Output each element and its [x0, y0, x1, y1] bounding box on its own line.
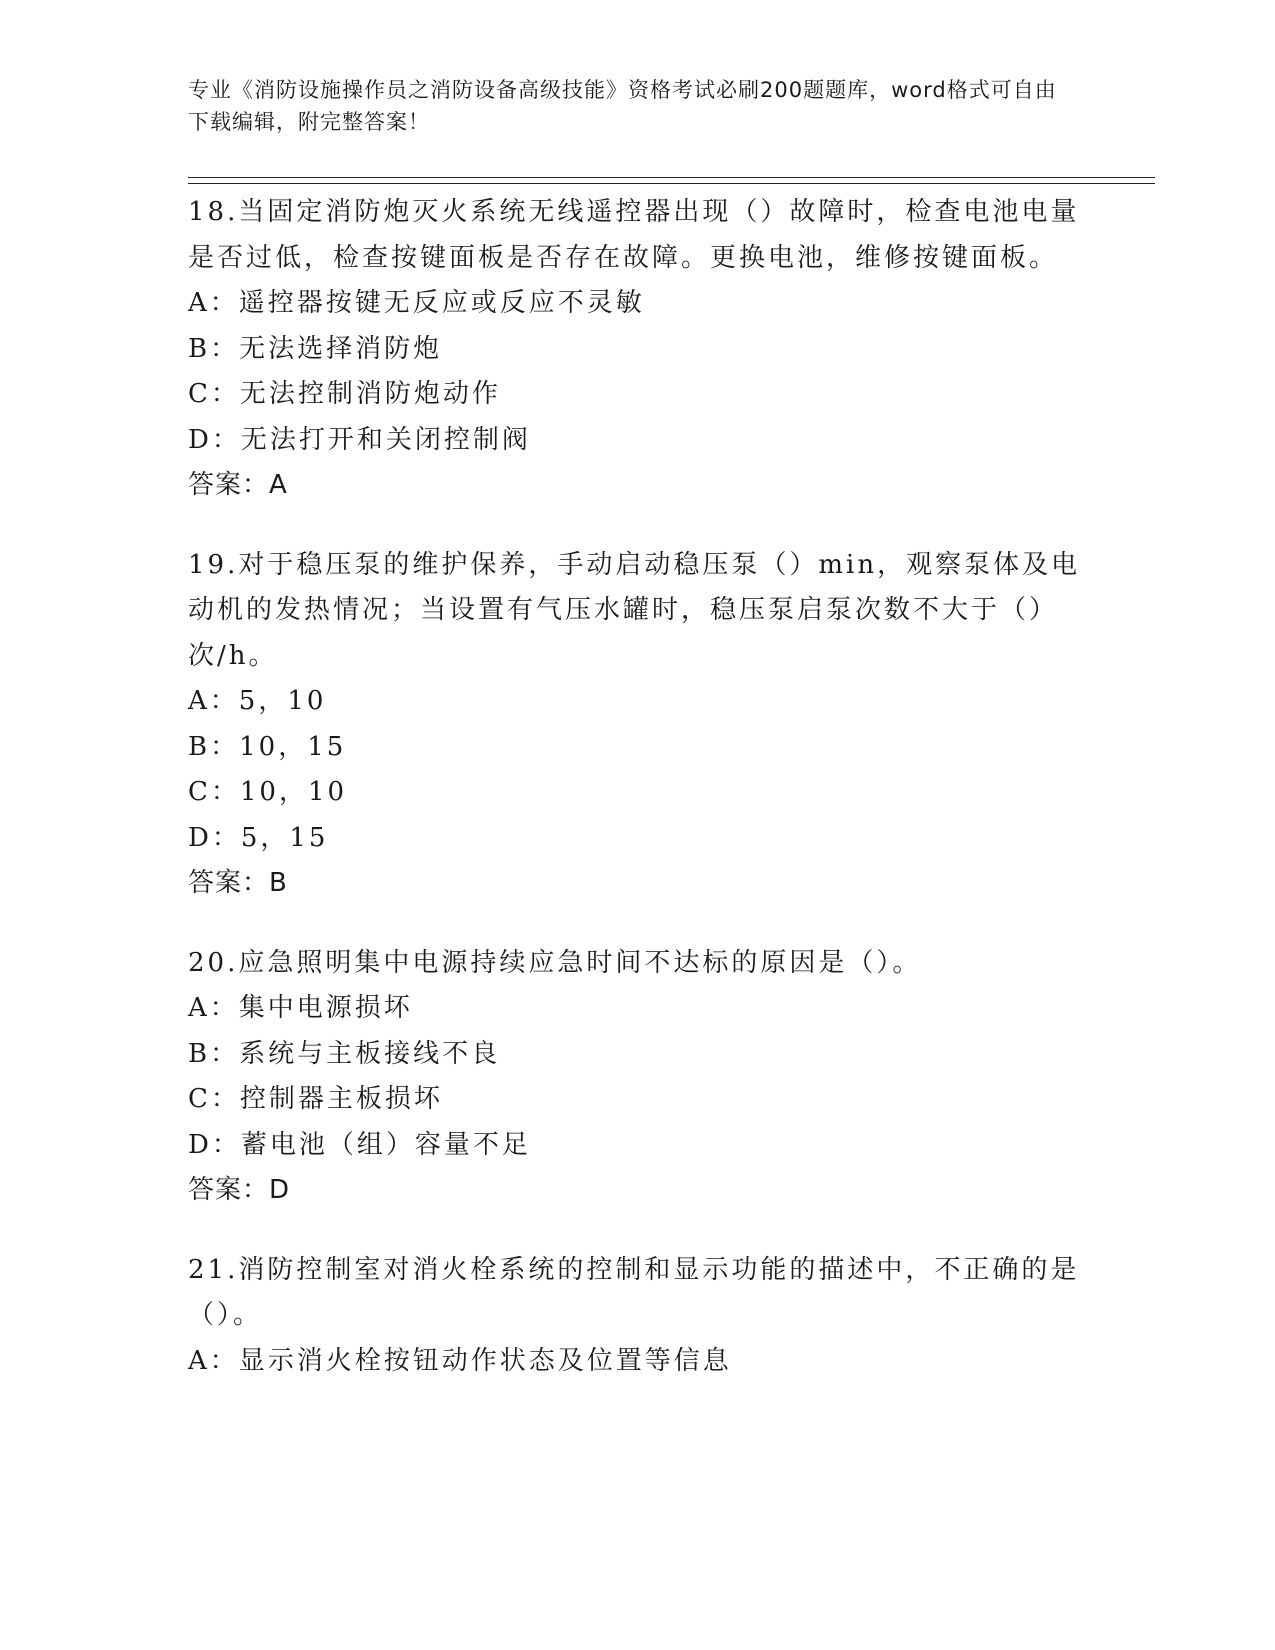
document-header: 专业《消防设施操作员之消防设备高级技能》资格考试必刷200题题库，word格式可自由下载编辑，附完整答案！ — [188, 78, 1057, 134]
option-a: A：显示消火栓按钮动作状态及位置等信息 — [188, 1345, 732, 1376]
question-19 — [188, 543, 1088, 907]
answer-line: 答案：D — [188, 1175, 291, 1205]
option-b: B：无法选择消防炮 — [188, 333, 443, 364]
option-a: A：集中电源损坏 — [188, 993, 413, 1023]
question-stem: 18.当固定消防炮灭火系统无线遥控器出现（）故障时，检查电池电量是否过低，检查按键面板是否存在故障。更换电池，维修按键面板。 — [188, 197, 1080, 273]
header-divider-bottom — [188, 183, 1155, 184]
question-stem: 21.消防控制室对消火栓系统的控制和显示功能的描述中，不正确的是（）。 — [188, 1254, 1080, 1330]
option-d: D：无法打开和关闭控制阀 — [188, 424, 531, 455]
question-21 — [188, 1248, 1088, 1385]
question-stem: 19.对于稳压泵的维护保养，手动启动稳压泵（）min，观察泵体及电动机的发热情况；当设置有气压水罐时，稳压泵启泵次数不大于（）次/h。 — [188, 549, 1081, 671]
option-c: C：无法控制消防炮动作 — [188, 379, 501, 409]
question-18 — [188, 190, 1088, 509]
header-divider-top — [188, 177, 1155, 178]
option-b: B：10，15 — [188, 731, 347, 762]
option-d: D：蓄电池（组）容量不足 — [188, 1129, 531, 1160]
option-d: D：5，15 — [188, 822, 329, 853]
option-c: C：控制器主板损坏 — [188, 1084, 443, 1114]
option-c: C：10，10 — [188, 777, 348, 807]
answer-line: 答案：B — [188, 868, 288, 898]
option-b: B：系统与主板接线不良 — [188, 1038, 501, 1069]
question-list — [188, 190, 1088, 1418]
answer-line: 答案：A — [188, 470, 288, 500]
option-a: A：遥控器按键无反应或反应不灵敏 — [188, 288, 645, 318]
question-stem: 20.应急照明集中电源持续应急时间不达标的原因是（）。 — [188, 947, 922, 978]
question-20 — [188, 941, 1088, 1214]
option-a: A：5，10 — [188, 686, 327, 716]
